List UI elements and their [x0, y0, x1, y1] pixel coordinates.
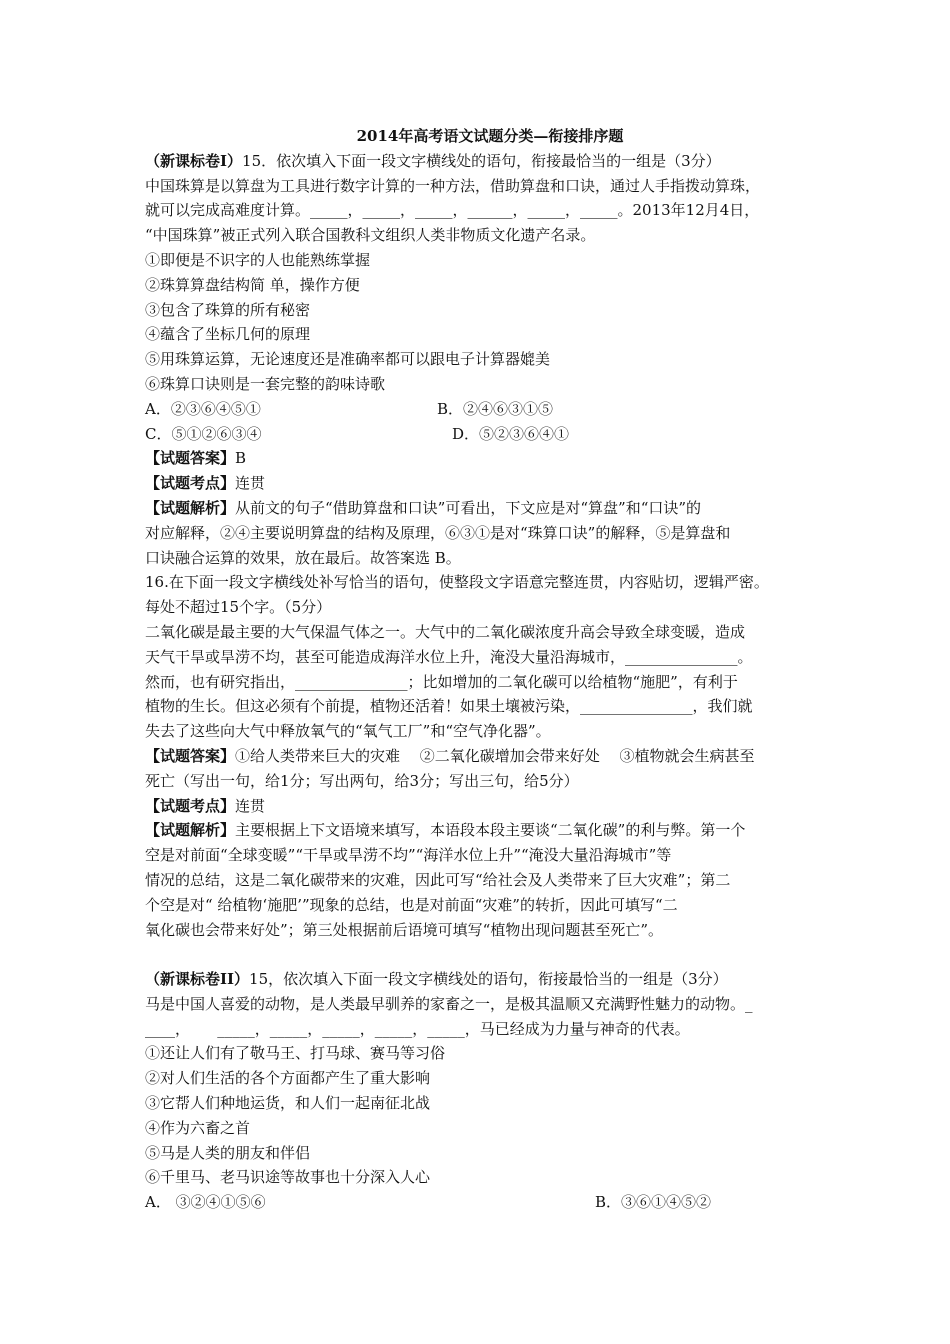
- q15a-option-a: A．②③⑥④⑤①: [145, 399, 261, 418]
- q15a-analysis-label: 【试题解析】: [145, 498, 236, 517]
- q16-analysis-line: 氧化碳也会带来好处”；第三处根据前后语境可填写“植物出现问题甚至死亡”。: [145, 920, 664, 939]
- q15a-item: ②珠算算盘结构简 单，操作方便: [145, 275, 360, 294]
- q16-answer-label: 【试题答案】: [145, 746, 236, 765]
- q15a-point-value: 连贯: [235, 474, 266, 493]
- q15a-answer-label: 【试题答案】: [145, 449, 236, 468]
- q15b-heading: [145, 967, 845, 992]
- q16-passage-line: 二氧化碳是最主要的大气保温气体之一。大气中的二氧化碳浓度升高会导致全球变暖，造成: [145, 622, 746, 641]
- q15a-point: [145, 471, 845, 496]
- q16-analysis-line: 情况的总结，这是二氧化碳带来的灾难，因此可写“给社会及人类带来了巨大灾难”；第二: [145, 870, 731, 889]
- q15b-passage-line: 马是中国人喜爱的动物，是人类最早驯养的家畜之一，是极其温顺又充满野性魅力的动物。_: [145, 994, 753, 1013]
- q15a-passage-line: 中国珠算是以算盘为工具进行数字计算的一种方法，借助算盘和口诀，通过人手指拨动算珠，: [145, 176, 761, 195]
- q15b-stem: 15，依次填入下面一段文字横线处的语句，衔接最恰当的一组是（3分）: [249, 970, 728, 989]
- q16-analysis-line: 空是对前面“全球变暖”“干旱或旱涝不均”“海洋水位上升”“淹没大量沿海城市”等: [145, 846, 672, 865]
- q15a-point-label: 【试题考点】: [145, 474, 236, 493]
- q16-point: [145, 794, 845, 819]
- q15a-analysis: [145, 496, 845, 521]
- q15a-stem: 15．依次填入下面一段文字横线处的语句，衔接最恰当的一组是（3分）: [242, 151, 721, 170]
- q16-answer-line: 死亡（写出一句，给1分；写出两句，给3分；写出三句，给5分）: [145, 771, 579, 790]
- q15a-answer-value: B: [235, 449, 247, 468]
- q16-answer-text: ①给人类带来巨大的灾难 ②二氧化碳增加会带来好处 ③植物就会生病甚至: [235, 746, 755, 765]
- q15b-option-b: B．③⑥①④⑤②: [595, 1193, 712, 1212]
- q15a-analysis-text: 从前文的句子“借助算盘和口诀”可看出，下文应是对“算盘”和“口诀”的: [235, 498, 702, 517]
- q16-analysis-line: 个空是对“ 给植物‘施肥’”现象的总结，也是对前面“灾难”的转折，因此可填写“二: [145, 895, 678, 914]
- q16-passage-line: 天气干旱或旱涝不均，甚至可能造成海洋水位上升，淹没大量沿海城市，_______________。: [145, 647, 753, 666]
- q15a-analysis-line: 口诀融合运算的效果，放在最后。故答案选 B。: [145, 548, 461, 567]
- q15b-item: ②对人们生活的各个方面都产生了重大影响: [145, 1069, 431, 1088]
- q15a-options-row: [145, 422, 845, 447]
- q15a-heading: [145, 149, 845, 174]
- q15a-options-row: [145, 397, 845, 422]
- q15a-option-c: C．⑤①②⑥③④: [145, 424, 262, 443]
- q15a-option-d: D．⑤②③⑥④①: [452, 424, 570, 443]
- q15a-option-b: B．②④⑥③①⑤: [437, 399, 554, 418]
- q15b-item: ④作为六畜之首: [145, 1118, 251, 1137]
- q16-stem-line: 每处不超过15个字。（5分）: [145, 598, 332, 617]
- q16-answer: [145, 744, 845, 769]
- q15b-item: ③它帮人们种地运货，和人们一起南征北战: [145, 1094, 431, 1113]
- document-page: [145, 124, 845, 1215]
- q15a-passage-line: 就可以完成高难度计算。_____，_____，_____，______，_____，_____。2013年12月4日，: [145, 201, 760, 220]
- q15b-passage-line: ____， _____，_____，_____，_____，_____，马已经成为力量与神奇的代表。: [145, 1019, 690, 1038]
- q16-stem-line: 16.在下面一段文字横线处补写恰当的语句，使整段文字语意完整连贯，内容贴切，逻辑严密。: [145, 573, 769, 592]
- q15b-source: （新课标卷II）: [145, 970, 250, 989]
- q16-analysis: [145, 818, 845, 843]
- q15a-answer: [145, 446, 845, 471]
- q15a-item: ③包含了珠算的所有秘密: [145, 300, 311, 319]
- q16-point-value: 连贯: [235, 796, 266, 815]
- q15a-analysis-line: 对应解释，②④主要说明算盘的结构及原理，⑥③①是对“珠算口诀”的解释，⑤是算盘和: [145, 523, 731, 542]
- q16-passage-line: 然而，也有研究指出，_______________；比如增加的二氧化碳可以给植物“施肥”，有利于: [145, 672, 738, 691]
- q15b-item: ①还让人们有了敬马王、打马球、赛马等习俗: [145, 1044, 446, 1063]
- q15a-passage-line: “中国珠算”被正式列入联合国教科文组织人类非物质文化遗产名录。: [145, 226, 596, 245]
- q15b-item: ⑥千里马、老马识途等故事也十分深入人心: [145, 1168, 431, 1187]
- q15b-options-row: [145, 1190, 845, 1215]
- q16-analysis-label: 【试题解析】: [145, 821, 236, 840]
- q16-point-label: 【试题考点】: [145, 796, 236, 815]
- q16-passage-line: 失去了这些向大气中释放氧气的“氧气工厂”和“空气净化器”。: [145, 722, 551, 741]
- q16-passage-line: 植物的生长。但这必须有个前提，植物还活着！如果土壤被污染，_______________，我们就: [145, 697, 753, 716]
- q15b-option-a: A． ③②④①⑤⑥: [145, 1193, 266, 1212]
- q15a-item: ①即便是不识字的人也能熟练掌握: [145, 250, 371, 269]
- q15a-item: ⑤用珠算运算，无论速度还是准确率都可以跟电子计算器媲美: [145, 350, 551, 369]
- q16-analysis-text: 主要根据上下文语境来填写，本语段本段主要谈“二氧化碳”的利与弊。第一个: [235, 821, 746, 840]
- q15a-source: （新课标卷Ⅰ）: [145, 151, 243, 170]
- q15b-item: ⑤马是人类的朋友和伴侣: [145, 1143, 311, 1162]
- section-gap: [145, 942, 845, 967]
- q15a-item: ⑥珠算口诀则是一套完整的韵味诗歌: [145, 374, 386, 393]
- page-title: 2014年高考语文试题分类—衔接排序题: [356, 127, 624, 145]
- q15a-item: ④蕴含了坐标几何的原理: [145, 325, 311, 344]
